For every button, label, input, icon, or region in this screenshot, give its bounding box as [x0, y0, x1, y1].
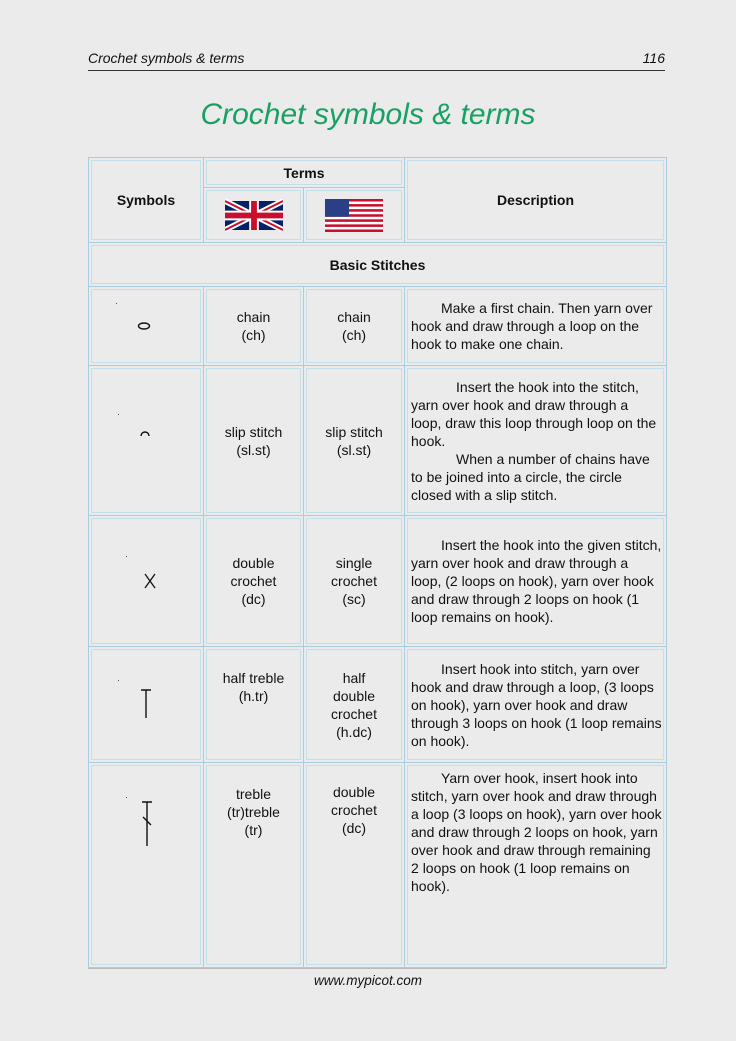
table-row	[89, 763, 667, 968]
footer-rule	[88, 968, 666, 969]
uk-term-cell: double crochet (dc)	[204, 516, 304, 647]
double-crochet-symbol-icon	[143, 573, 157, 589]
symbol-cell	[89, 366, 204, 516]
terms-heading: Terms	[204, 158, 405, 188]
us-term-cell: half double crochet (h.dc)	[304, 647, 405, 763]
symbols-heading: Symbols	[89, 158, 204, 243]
page-number: 116	[642, 50, 665, 66]
us-term-cell: slip stitch (sl.st)	[304, 366, 405, 516]
table-row	[89, 516, 667, 647]
us-term-cell: double crochet (dc)	[304, 763, 405, 968]
section-heading: Basic Stitches	[89, 243, 667, 287]
symbol-cell	[89, 287, 204, 366]
uk-term-cell: half treble (h.tr)	[204, 647, 304, 763]
description-cell: Yarn over hook, insert hook into stitch, yarn over hook and draw through a loop (3 loops on hook), yarn over hook and draw through 2 loops on hook, yarn over hook and draw through remaining 2 loops on hook (1 loop remains on hook).	[405, 763, 667, 968]
uk-term-cell: slip stitch (sl.st)	[204, 366, 304, 516]
symbol-cell	[89, 763, 204, 968]
uk-flag-icon	[225, 199, 283, 232]
terms-table	[88, 157, 667, 968]
symbol-cell	[89, 516, 204, 647]
us-term-cell: single crochet (sc)	[304, 516, 405, 647]
table-row	[89, 647, 667, 763]
table-row	[89, 366, 667, 516]
description-cell: Insert the hook into the given stitch, yarn over hook and draw through a loop, (2 loops on hook), yarn over hook and draw through 2 loops on hook (1 loop remains on hook).	[405, 516, 667, 647]
description-cell: Insert hook into stitch, yarn over hook and draw through a loop, (3 loops on hook), yarn over hook and draw through 3 loops on hook (1 loop remains on hook).	[405, 647, 667, 763]
uk-term-cell: treble (tr)treble (tr)	[204, 763, 304, 968]
header-rule	[88, 70, 665, 71]
symbol-cell	[89, 647, 204, 763]
description-cell: Insert the hook into the stitch, yarn over hook and draw through a loop, draw this loop through loop on the hook. When a number of chains have to be joined into a circle, the circle closed with a slip stitch.	[405, 366, 667, 516]
running-title: Crochet symbols & terms	[88, 50, 245, 66]
uk-flag-cell	[204, 188, 304, 243]
uk-term-cell: chain (ch)	[204, 287, 304, 366]
page-title: Crochet symbols & terms	[200, 98, 536, 131]
description-heading: Description	[405, 158, 667, 243]
us-term-cell: chain (ch)	[304, 287, 405, 366]
table-row	[89, 287, 667, 366]
treble-symbol-icon	[140, 801, 154, 847]
half-treble-symbol-icon	[139, 689, 153, 719]
running-header	[88, 50, 665, 66]
footer-url: www.mypicot.com	[313, 973, 423, 988]
us-flag-cell	[304, 188, 405, 243]
slip-stitch-symbol-icon	[139, 429, 151, 437]
us-flag-icon	[325, 199, 383, 232]
description-cell: Make a first chain. Then yarn over hook and draw through a loop on the hook to make one chain.	[405, 287, 667, 366]
chain-symbol-icon	[137, 322, 151, 330]
